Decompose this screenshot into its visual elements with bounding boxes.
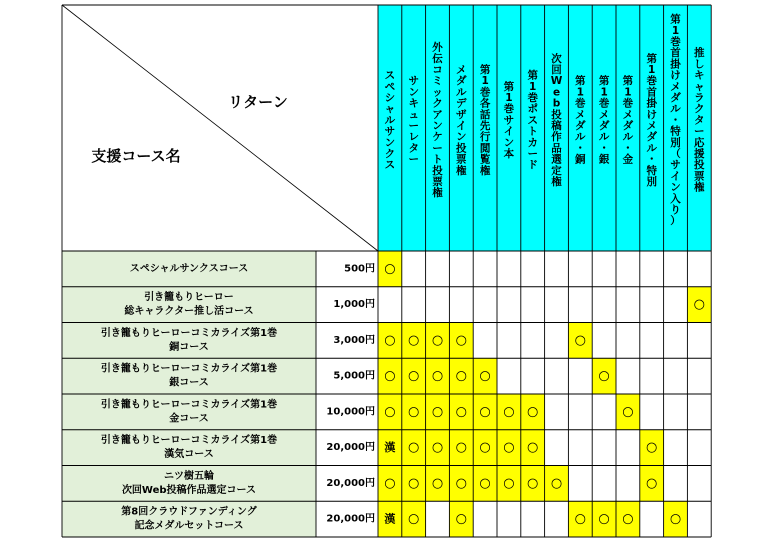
return-cell [568, 358, 592, 394]
circle-mark: ○ [384, 404, 396, 420]
return-cell [687, 358, 711, 394]
column-header-label-11: 第 1 巻メダル・金 [622, 75, 634, 166]
return-cell [568, 466, 592, 502]
return-cell [402, 287, 426, 323]
return-cell [545, 358, 569, 394]
return-cell [521, 501, 545, 537]
circle-mark: ○ [479, 404, 491, 420]
column-header-label-4: メダルデザイン投票権 [456, 64, 467, 177]
circle-mark: ○ [384, 475, 396, 491]
circle-mark: ○ [431, 475, 444, 491]
return-cell [640, 251, 664, 287]
course-name-line-2: 次回Web投稿作品選定コース [121, 484, 257, 496]
circle-mark: ○ [455, 332, 467, 348]
circle-mark: ○ [408, 475, 420, 491]
return-cell [592, 287, 616, 323]
return-cell [640, 501, 664, 537]
return-cell [664, 323, 688, 359]
return-cell [640, 323, 664, 359]
return-cell [426, 287, 450, 323]
return-cell [664, 251, 688, 287]
circle-mark: ○ [455, 511, 467, 527]
column-header-label-5: 第 1 巻各話先行閲覧権 [479, 64, 491, 177]
circle-mark: ○ [646, 475, 658, 491]
circle-mark: ○ [455, 475, 467, 491]
circle-mark: ○ [408, 368, 420, 384]
circle-mark: ○ [503, 404, 515, 420]
circle-mark: ○ [408, 332, 420, 348]
circle-mark: ○ [384, 332, 396, 348]
return-cell [473, 287, 497, 323]
kanji-mark: 漢 [384, 441, 396, 455]
circle-mark: ○ [431, 368, 444, 384]
column-header-label-9: 第 1 巻メダル・銅 [575, 75, 586, 166]
circle-mark: ○ [408, 511, 420, 527]
circle-mark: ○ [479, 368, 491, 384]
return-cell [545, 251, 569, 287]
return-cell [497, 501, 521, 537]
course-price: 500円 [344, 263, 375, 275]
circle-mark: ○ [431, 332, 444, 348]
circle-mark: ○ [431, 440, 444, 456]
return-cell [592, 394, 616, 430]
return-cell [687, 323, 711, 359]
return-cell [664, 430, 688, 466]
course-price: 3,000円 [333, 334, 375, 346]
circle-mark: ○ [431, 404, 444, 420]
return-cell [616, 430, 640, 466]
return-cell [473, 251, 497, 287]
return-cell [664, 394, 688, 430]
column-header-label-10: 第 1 巻メダル・銀 [598, 75, 610, 166]
column-header-label-14: 推しキャラクター応援投票権 [694, 47, 705, 194]
return-cell [568, 251, 592, 287]
column-header-label-8: 次回 W e b 投稿作品選定権 [550, 52, 563, 188]
column-header-label-6: 第 1 巻サイン本 [503, 80, 515, 160]
return-cell [616, 251, 640, 287]
circle-mark: ○ [455, 404, 467, 420]
return-cell [568, 287, 592, 323]
return-cell [592, 466, 616, 502]
return-cell [449, 251, 473, 287]
circle-mark: ○ [646, 440, 658, 456]
column-header-label-3: 外伝コミックアンケート投票権 [432, 41, 443, 200]
return-cell [497, 287, 521, 323]
course-name-line-1: 引き籠もりヒーローコミカライズ第1巻 [100, 435, 278, 447]
course-name-line-1: 引き籠もりヒーローコミカライズ第1巻 [100, 363, 278, 375]
return-cell [592, 430, 616, 466]
circle-mark: ○ [669, 511, 682, 527]
kanji-mark: 漢 [384, 512, 396, 526]
return-cell [687, 466, 711, 502]
return-cell [426, 501, 450, 537]
corner-top-label: リターン [228, 93, 288, 111]
course-name-line-2: 銀コース [169, 377, 209, 389]
circle-mark: ○ [503, 440, 515, 456]
return-cell [616, 358, 640, 394]
column-header-label-2: サンキューレター [408, 75, 419, 166]
return-cell [616, 287, 640, 323]
course-price: 20,000円 [326, 513, 375, 525]
circle-mark: ○ [550, 475, 563, 491]
circle-mark: ○ [408, 404, 420, 420]
course-price: 1,000円 [333, 299, 375, 311]
return-cell [521, 358, 545, 394]
return-cell [426, 251, 450, 287]
return-cell [378, 287, 402, 323]
circle-mark: ○ [693, 297, 705, 313]
course-name-line-2: 銅コース [169, 341, 209, 353]
return-cell [687, 430, 711, 466]
return-cell [592, 323, 616, 359]
column-header-label-12: 第 1 巻首掛けメダル・特別 [646, 52, 657, 188]
course-name-line-1: 引き籠もりヒーローコミカライズ第1巻 [100, 327, 278, 339]
return-cell [687, 501, 711, 537]
return-cell [664, 358, 688, 394]
return-cell [521, 251, 545, 287]
circle-mark: ○ [574, 511, 586, 527]
return-cell [497, 323, 521, 359]
corner-bottom-label: 支援コース名 [91, 147, 181, 165]
return-cell [545, 430, 569, 466]
return-cell [640, 394, 664, 430]
circle-mark: ○ [598, 368, 610, 384]
return-cell [545, 287, 569, 323]
circle-mark: ○ [384, 261, 396, 277]
course-price: 5,000円 [333, 370, 375, 382]
return-cell [449, 287, 473, 323]
circle-mark: ○ [527, 475, 539, 491]
return-cell [687, 394, 711, 430]
circle-mark: ○ [574, 332, 586, 348]
return-cell [521, 323, 545, 359]
return-cell [568, 394, 592, 430]
return-cell [497, 251, 521, 287]
column-header-label-7: 第 1 巻ポストカード [527, 69, 538, 172]
circle-mark: ○ [455, 440, 467, 456]
course-name-line-1: 第8回クラウドファンディング [121, 506, 257, 518]
course-name-line-2: 金コース [169, 413, 209, 425]
return-cell [497, 358, 521, 394]
circle-mark: ○ [479, 475, 491, 491]
return-cell [521, 287, 545, 323]
return-cell [664, 287, 688, 323]
return-cell [545, 323, 569, 359]
return-cell [640, 358, 664, 394]
circle-mark: ○ [527, 440, 539, 456]
course-name-line-2: 漢気コース [164, 449, 214, 461]
return-cell [640, 287, 664, 323]
circle-mark: ○ [384, 368, 396, 384]
course-name-line-2: 記念メダルセットコース [134, 520, 244, 532]
course-name-line-1: 引き籠もりヒーロー [144, 292, 234, 304]
circle-mark: ○ [598, 511, 610, 527]
return-cell [473, 323, 497, 359]
circle-mark: ○ [408, 440, 420, 456]
column-header-label-13: 第 1 巻首掛けメダル・特別（サイン入り） [670, 13, 681, 228]
course-name-line-1: 引き籠もりヒーローコミカライズ第1巻 [100, 399, 278, 411]
circle-mark: ○ [527, 404, 539, 420]
course-price: 20,000円 [326, 442, 375, 454]
return-cell [473, 501, 497, 537]
course-price: 10,000円 [326, 406, 375, 418]
column-header-label-1: スペシャルサンクス [384, 69, 396, 172]
course-name-line-1: ニツ樹五輪 [164, 470, 214, 482]
circle-mark: ○ [479, 440, 491, 456]
circle-mark: ○ [503, 475, 515, 491]
course-name: スペシャルサンクスコース [129, 263, 249, 275]
return-cell [592, 251, 616, 287]
return-cell [687, 251, 711, 287]
circle-mark: ○ [622, 511, 634, 527]
return-cell [545, 501, 569, 537]
course-price: 20,000円 [326, 477, 375, 489]
return-cell [616, 323, 640, 359]
return-cell [402, 251, 426, 287]
circle-mark: ○ [622, 404, 634, 420]
return-cell [568, 430, 592, 466]
return-cell [616, 466, 640, 502]
circle-mark: ○ [455, 368, 467, 384]
return-cell [545, 394, 569, 430]
return-cell [664, 466, 688, 502]
course-name-line-2: 総キャラクター推し活コース [124, 306, 254, 318]
